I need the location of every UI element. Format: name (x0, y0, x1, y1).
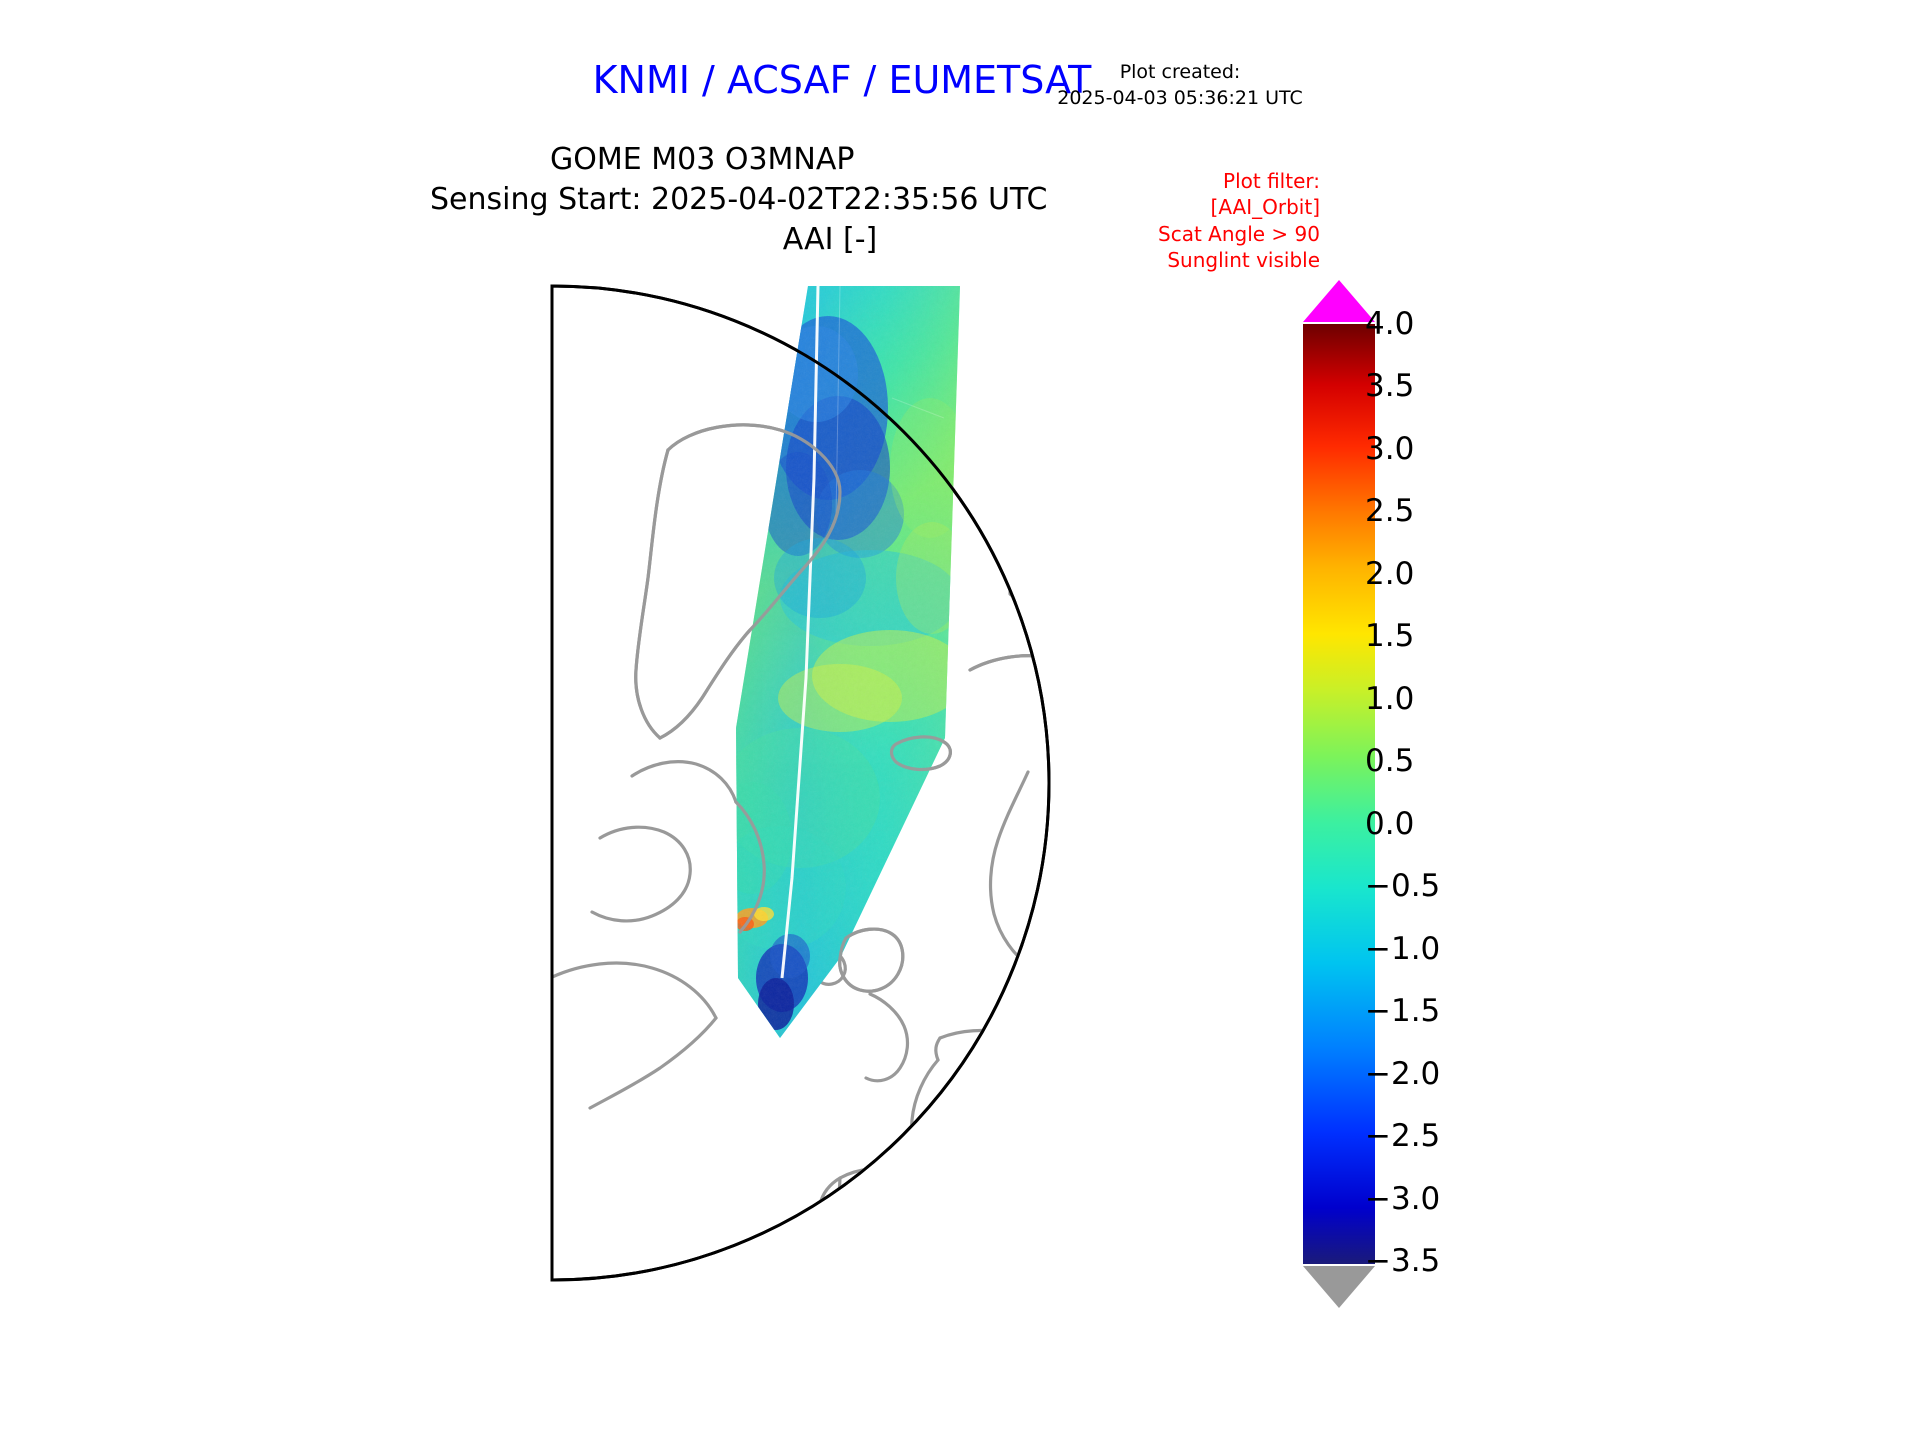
brand-title: KNMI / ACSAF / EUMETSAT (592, 58, 1092, 102)
colorbar-tick-label: 1.0 (1365, 681, 1415, 717)
colorbar-tick-label: −3.5 (1365, 1243, 1441, 1279)
colorbar-tick-label: 3.5 (1365, 368, 1415, 404)
colorbar-tick-label: −1.0 (1365, 931, 1441, 967)
colorbar-svg (1295, 280, 1375, 1310)
map-panel (540, 278, 1260, 1288)
colorbar-tick-label: −3.0 (1365, 1181, 1441, 1217)
colorbar (1295, 280, 1545, 1310)
map-svg (540, 278, 1260, 1288)
plot-filter-line-1: [AAI_Orbit] (1210, 195, 1320, 220)
colorbar-tick-label: −2.5 (1365, 1118, 1441, 1154)
title-line-quantity: AAI [-] (782, 221, 878, 257)
colorbar-tick-label: −2.0 (1365, 1056, 1441, 1092)
plot-filter-label: Plot filter: (1223, 169, 1320, 193)
plot-filter-line-3: Sunglint visible (1167, 248, 1320, 273)
colorbar-tick-label: 4.0 (1365, 306, 1415, 342)
plot-created-block (1030, 60, 1330, 111)
colorbar-tick-label: 3.0 (1365, 431, 1415, 467)
colorbar-tick-label: −1.5 (1365, 993, 1441, 1029)
colorbar-tick-labels (1365, 280, 1545, 1310)
plot-filter-line-2: Scat Angle > 90 (1158, 221, 1320, 246)
title-line-sensing-start: Sensing Start: 2025-04-02T22:35:56 UTC (430, 181, 1048, 217)
plot-created-value: 2025-04-03 05:36:21 UTC (1057, 86, 1303, 109)
title-line-product: GOME M03 O3MNAP (550, 142, 855, 177)
colorbar-tick-label: 2.5 (1365, 493, 1415, 529)
colorbar-tick-label: 1.5 (1365, 618, 1415, 654)
colorbar-tick-label: −0.5 (1365, 868, 1441, 904)
plot-created-label: Plot created: (1119, 61, 1241, 83)
plot-filter-block (1060, 168, 1320, 274)
colorbar-tick-label: 0.5 (1365, 743, 1415, 779)
colorbar-tick-label: 0.0 (1365, 806, 1415, 842)
colorbar-tick-label: 2.0 (1365, 556, 1415, 592)
